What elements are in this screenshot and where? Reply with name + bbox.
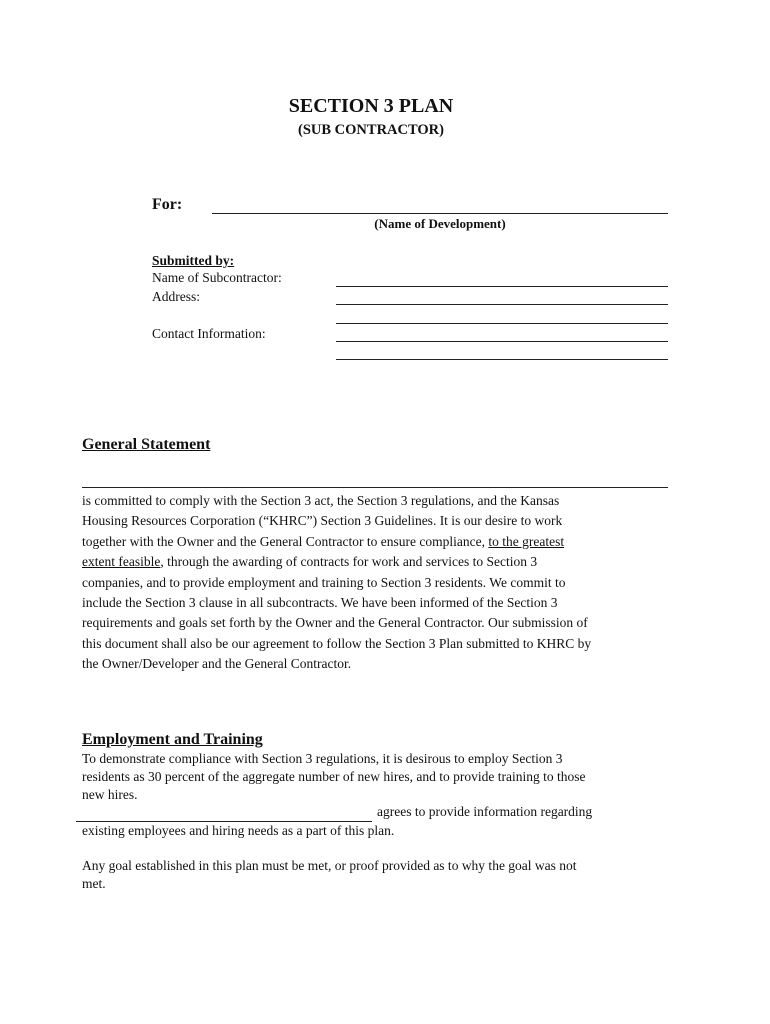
page-subtitle: (SUB CONTRACTOR) [298,122,444,138]
contact-information-field-line-1[interactable] [336,341,668,342]
contact-information-label: Contact Information: [152,326,266,341]
goal-paragraph: Any goal established in this plan must be met, or proof provided as to why the goal was not met. [82,858,577,891]
address-field-line-1[interactable] [336,304,668,305]
subcontractor-name-field[interactable] [336,286,668,287]
general-statement-heading: General Statement [82,436,211,453]
company-name-field[interactable] [82,487,668,488]
page-title: SECTION 3 PLAN [288,95,454,117]
existing-employees-text: existing employees and hiring needs as a part of this plan. [82,823,395,838]
subcontractor-name-label: Name of Subcontractor: [152,270,282,285]
general-statement-text-start: is committed to comply with the Section 3 act, the Section 3 regulations, and the Kansas Housing Resources Corporation (“KHRC”) Section 3 Guidelines. It is our desire to work together with the Owner and the General Contractor to ensure compliance, [82,493,563,549]
agrees-text: agrees to provide information regarding [377,804,593,819]
for-label: For: [152,196,183,213]
development-name-caption: (Name of Development) [374,216,506,231]
general-statement-underlined-phrase: to the greatest extent feasible [82,533,565,570]
contact-information-field-line-2[interactable] [336,359,668,360]
submitted-by-heading: Submitted by: [152,253,235,268]
development-name-field[interactable] [212,213,668,214]
address-field-line-2[interactable] [336,323,668,324]
address-label: Address: [152,289,200,304]
general-statement-paragraph [82,491,692,675]
employment-intro-paragraph: To demonstrate compliance with Section 3 regulations, it is desirous to employ Section 3 residents as 30 percent of the aggregate number of new hires, and to provide training to those new hires. [82,751,586,802]
employment-training-heading: Employment and Training [82,731,263,748]
general-statement-text-end: , through the awarding of contracts for work and services to Section 3 companies, and to provide employment and training to Section 3 residents. We commit to include the Section 3 clause in all subcontracts. We have been informed of the Section 3 requirements and goals set forth by the Owner and the General Contractor. Our submission of this document shall also be our agreement to follow the Section 3 Plan submitted to KHRC by the Owner/Developer and the General Contractor. [82,554,592,672]
